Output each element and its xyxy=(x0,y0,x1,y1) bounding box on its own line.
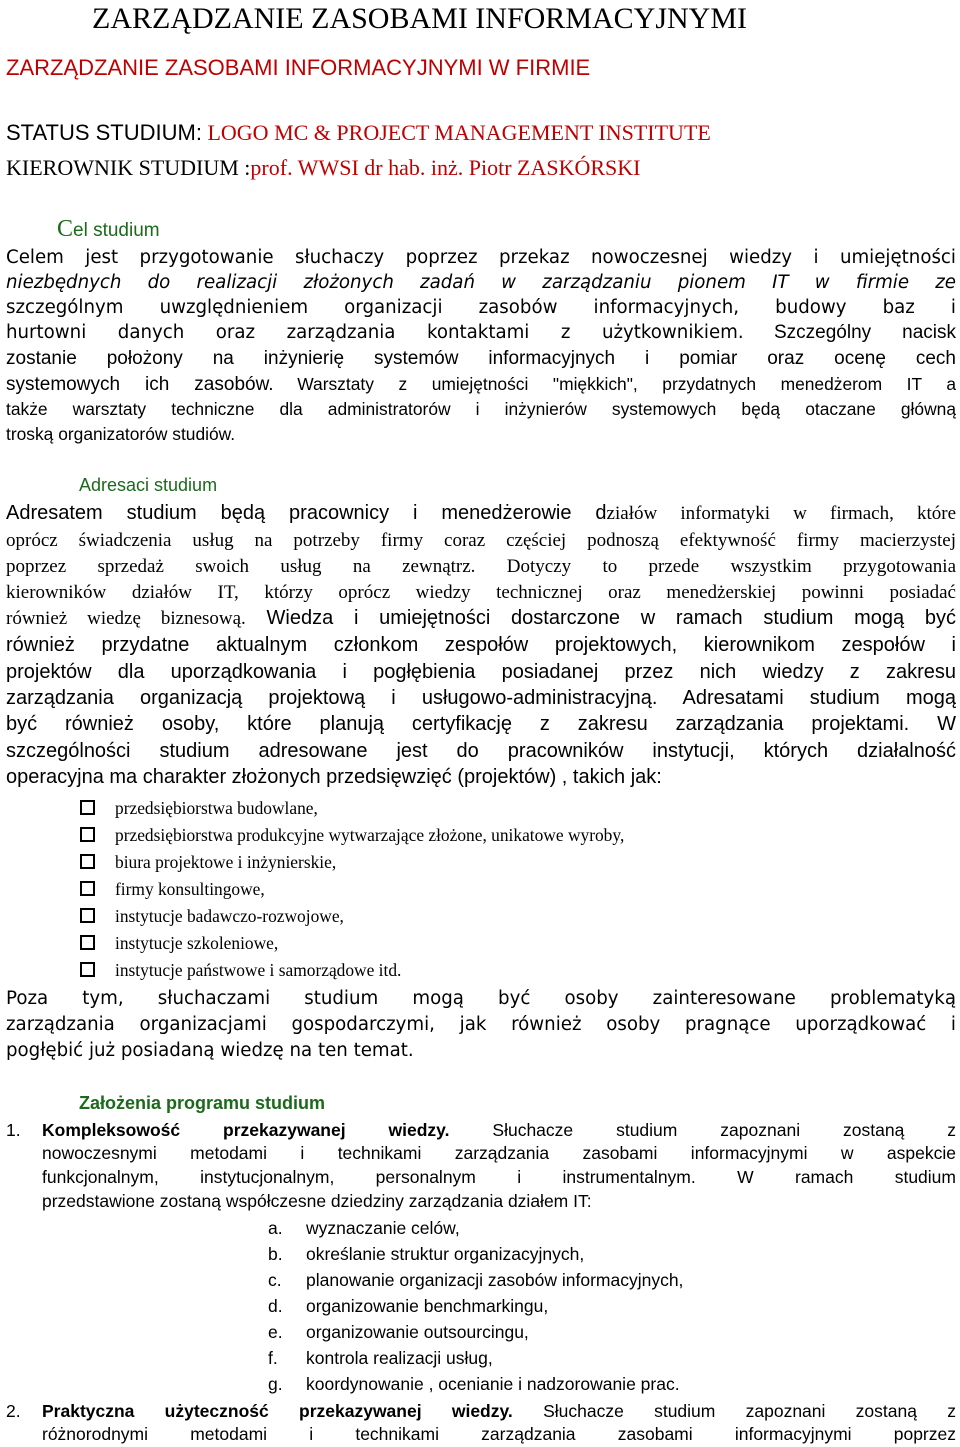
page-title: ZARZĄDZANIE ZASOBAMI INFORMACYJNYMI xyxy=(92,2,748,35)
cel-line-4: hurtowni danych oraz zarządzania kontaktami z użytkownikiem. Szczególny nacisk xyxy=(6,322,957,343)
cel-line-2: niezbędnych do realizacji złożonych zadań w zarządzaniu pionem IT w firmie ze xyxy=(6,272,956,293)
sub-list-item: c. planowanie organizacji zasobów informacyjnych, xyxy=(268,1270,684,1290)
adresaci-line-5: również wiedzę biznesową. Wiedza i umiejętności dostarczone w ramach studium mogą być xyxy=(6,607,956,629)
kierownik-line xyxy=(6,155,640,181)
zalozenia-p1-line-2: nowoczesnymi metodami i technikami zarządzania zasobami informacyjnymi w aspekcie xyxy=(42,1143,956,1163)
cel-line-8: troską organizatorów studiów. xyxy=(6,424,236,444)
adresaci-line-1: Adresatem studium będą pracownicy i menedżerowie działów informatyki w firmach, które xyxy=(6,502,957,524)
cel-line-7: także warsztaty techniczne dla administratorów i inżynierów systemowych będą otaczane główną xyxy=(6,399,956,419)
checkbox-icon xyxy=(80,854,95,869)
sub-list-item: a. wyznaczanie celów, xyxy=(268,1218,460,1238)
list-item: instytucje państwowe i samorządowe itd. xyxy=(80,960,401,981)
zalozenia-p1-line-3: funkcjonalnym, instytucjonalnym, personalnym i instrumentalnym. W ramach studium xyxy=(42,1167,956,1187)
adresaci-heading: Adresaci studium xyxy=(79,475,218,495)
status-label: STATUS STUDIUM: xyxy=(6,120,202,145)
checkbox-icon xyxy=(80,800,95,815)
sub-list-item: e. organizowanie outsourcingu, xyxy=(268,1322,529,1342)
poza-line-1: Poza tym, słuchaczami studium mogą być osoby zainteresowane problematyką xyxy=(6,988,956,1009)
adresaci-line-8: zarządzania organizacją projektową i usługowo-administracyjną. Adresatami studium mogą xyxy=(6,687,956,709)
checkbox-icon xyxy=(80,935,95,950)
cel-heading: Cel studium xyxy=(57,216,160,242)
cel-line-1: Celem jest przygotowanie słuchaczy poprzez przekaz nowoczesnej wiedzy i umiejętności xyxy=(6,247,956,268)
list-item: instytucje badawczo-rozwojowe, xyxy=(80,906,344,927)
adresaci-line-6: również przydatne aktualnym członkom zespołów projektowych, kierownikom zespołów i xyxy=(6,634,956,656)
zalozenia-heading: Założenia programu studium xyxy=(79,1093,326,1113)
adresaci-line-10: szczególności studium adresowane jest do pracowników instytucji, których działalność xyxy=(6,740,956,762)
adresaci-line-7: projektów dla uporządkowania i pogłębienia posiadanej przez nich wiedzy z zakresu xyxy=(6,661,956,683)
item-number-1: 1. xyxy=(6,1120,21,1140)
sub-list-item: d. organizowanie benchmarkingu, xyxy=(268,1296,549,1316)
checkbox-icon xyxy=(80,962,95,977)
checkbox-icon xyxy=(80,827,95,842)
status-line xyxy=(6,120,711,146)
adresaci-line-3: poprzez sprzedaż swoich usług na zewnątrz. Dotyczy to przede wszystkim przygotowania xyxy=(6,556,956,577)
cel-line-6: systemowych ich zasobów. Warsztaty z umiejętności "miękkich", przydatnych menedżerom IT a xyxy=(6,374,956,395)
sub-list-item: b. określanie struktur organizacyjnych, xyxy=(268,1244,585,1264)
zalozenia-p2-line-2: różnorodnymi metodami i technikami zarządzania zasobami informacyjnymi poprzez xyxy=(42,1424,956,1444)
adresaci-line-9: być również osoby, które planują certyfikację z zakresu zarządzania projektami. W xyxy=(6,713,956,735)
sub-list-item: f. kontrola realizacji usług, xyxy=(268,1348,493,1368)
list-item: przedsiębiorstwa budowlane, xyxy=(80,798,318,819)
cel-line-3: szczególnym uwzględnieniem organizacji zasobów informacyjnych, budowy baz i xyxy=(6,297,956,318)
page-subtitle: ZARZĄDZANIE ZASOBAMI INFORMACYJNYMI W FIRMIE xyxy=(6,55,591,80)
cel-line-5: zostanie położony na inżynierię systemów informacyjnych i pomiar oraz ocenę cech xyxy=(6,348,956,369)
adresaci-line-11: operacyjna ma charakter złożonych przedsięwzięć (projektów) , takich jak: xyxy=(6,766,662,788)
status-value: LOGO MC & PROJECT MANAGEMENT INSTITUTE xyxy=(207,120,711,145)
zalozenia-p1-line-1: Kompleksowość przekazywanej wiedzy. Słuchacze studium zapoznani zostaną z xyxy=(42,1120,956,1140)
item-number-2: 2. xyxy=(6,1401,21,1421)
kierownik-label: KIEROWNIK STUDIUM : xyxy=(6,155,251,180)
list-item: przedsiębiorstwa produkcyjne wytwarzające złożone, unikatowe wyroby, xyxy=(80,825,624,846)
adresaci-line-2: oprócz świadczenia usług na potrzeby firmy coraz częściej podnoszą efektywność firmy macierzystej xyxy=(6,530,956,551)
list-item: biura projektowe i inżynierskie, xyxy=(80,852,336,873)
checkbox-icon xyxy=(80,881,95,896)
zalozenia-p2-line-1: Praktyczna użyteczność przekazywanej wiedzy. Słuchacze studium zapoznani zostaną z xyxy=(42,1401,957,1421)
adresaci-line-4: kierowników działów IT, którzy oprócz wiedzy technicznej oraz menedżerskiej powinni posiadać xyxy=(6,582,956,603)
sub-list-item: g. koordynowanie , ocenianie i nadzorowanie prac. xyxy=(268,1374,680,1394)
zalozenia-p1-line-4: przedstawione zostaną współczesne dziedziny zarządzania działem IT: xyxy=(42,1191,592,1211)
poza-line-2: zarządzania organizacjami gospodarczymi, jak również osoby pragnące uporządkować i xyxy=(6,1014,956,1035)
checkbox-icon xyxy=(80,908,95,923)
kierownik-value: prof. WWSI dr hab. inż. Piotr ZASKÓRSKI xyxy=(250,155,641,180)
list-item: instytucje szkoleniowe, xyxy=(80,933,278,954)
poza-line-3: pogłębić już posiadaną wiedzę na ten temat. xyxy=(6,1040,414,1061)
list-item: firmy konsultingowe, xyxy=(80,879,265,900)
